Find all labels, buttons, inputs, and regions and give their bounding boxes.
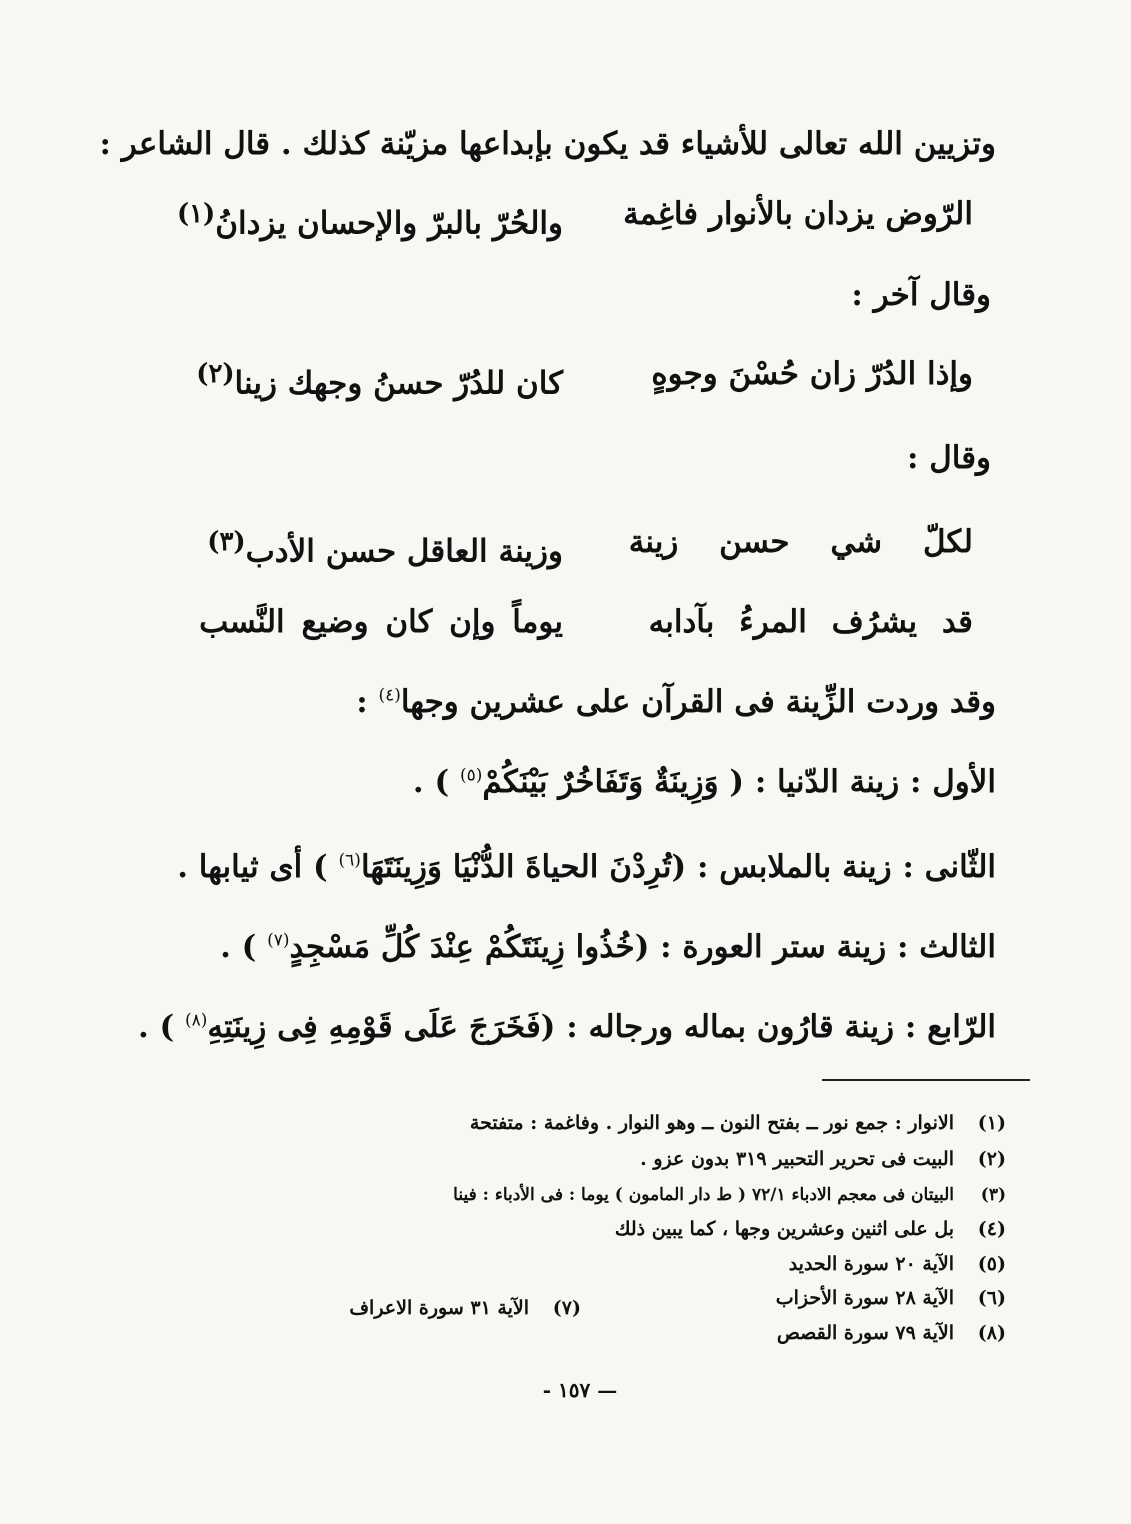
footnote-5 [789,1251,1006,1277]
body-text: الثّانى : زينة بالملابس : (تُرِدْنَ الحياةَ الدُّنْيَا وَزِينَتَهَا [360,849,996,885]
footnote-text: بل على اثنين وعشرين وجها ، كما يبين ذلك [614,1218,954,1240]
footnote-text: البيت فى تحرير التحبير ٣١٩ بدون عزو . [640,1148,954,1170]
footnote-1 [470,1110,1006,1136]
footnote-ref: (٧) [267,930,290,951]
body-text: ) . [220,929,268,965]
footnote-number: (٨) [977,1322,1006,1344]
verse-4-first-hemistich: قد يشرُف المرءُ بآدابه [648,604,973,640]
body-text: وقد وردت الزِّينة فى القرآن على عشرين وجها [400,684,996,720]
body-line-12 [138,1005,996,1049]
body-text: ) أى ثيابها . [177,849,339,885]
body-text: وقال آخر : [851,277,991,313]
footnote-separator [822,1079,1030,1081]
verse-text: كان للدُرّ حسنُ وجهك زينا [234,365,563,402]
footnote-text: الآية ٢٨ سورة الأحزاب [775,1287,954,1309]
verse-1-first-hemistich: الرّوض يزدان بالأنوار فاغِمة [623,196,973,232]
verse-2-first-hemistich: وإذا الدُرّ زان حُسْنَ وجوهٍ [651,356,973,392]
page-number-text: ١٥٧ [558,1378,591,1402]
body-text: الرّابع : زينة قارُون بماله ورجاله : (فَخَرَجَ عَلَى قَوْمِهِ فِى زِينَتِهِ [207,1009,996,1045]
footnote-text: الآية ٧٩ سورة القصص [776,1322,954,1344]
footnote-8 [777,1320,1006,1346]
footnote-ref: (٨) [185,1010,208,1031]
body-text: وقال : [907,440,991,476]
footnote-text: الآية ٢٠ سورة الحديد [788,1253,954,1275]
footnote-number: (٦) [977,1287,1006,1309]
footnote-number: (٣) [980,1185,1006,1205]
page-number [540,1378,620,1402]
footnote-6 [776,1285,1006,1311]
footnote-text: البيتان فى معجم الادباء ٧٢/١ ( ط دار المامون ) يوما : فى الأدباء : فينا [453,1185,954,1205]
verse-3 [0,520,1131,570]
page-number-dash-left: - [542,1378,559,1402]
body-line-5 [907,436,991,480]
footnote-2 [640,1146,1006,1172]
verse-2 [0,352,1131,402]
footnote-ref: (٣) [207,527,246,557]
body-text: الثالث : زينة ستر العورة : (خُذُوا زِينَتَكُمْ عِنْدَ كُلِّ مَسْجِدٍ [289,929,996,965]
body-line-3 [851,273,991,317]
verse-text: وزينة العاقل حسن الأدب [245,533,563,570]
body-text: ) . [137,1009,185,1045]
footnote-number: (٥) [977,1253,1006,1275]
footnote-text: الانوار : جمع نور ــ بفتح النون ــ وهو النوار . وفاغمة : متفتحة [469,1112,954,1134]
body-text: : [356,684,379,720]
footnote-number: (٢) [977,1148,1006,1170]
footnote-number: (٤) [977,1218,1006,1240]
footnote-ref: (٤) [378,685,401,706]
verse-1 [0,192,1131,242]
verse-2-second-hemistich [196,352,563,405]
page-number-dash-right: — [590,1378,618,1402]
body-text: وتزيين الله تعالى للأشياء قد يكون بإبداعها مزيّنة كذلك . قال الشاعر : [99,126,996,162]
footnote-number: (٧) [552,1297,581,1319]
body-text: الأول : زينة الدّنيا : ( وَزِينَةٌ وَتَفَاخُرٌ بَيْنَكُمْ [482,764,996,800]
body-line-9 [413,760,996,804]
verse-1-second-hemistich [177,192,563,245]
verse-3-first-hemistich: لكلّ شي حسن زينة [628,524,973,560]
body-line-10 [177,845,996,889]
footnote-text: الآية ٣١ سورة الاعراف [349,1297,529,1319]
footnote-ref: (١) [176,199,216,229]
footnote-number: (١) [977,1112,1006,1134]
footnote-ref: (٥) [459,765,483,786]
verse-text: والحُرّ بالبرّ والإحسان يزدانُ [215,205,563,242]
body-text: ) . [412,764,460,800]
footnote-7 [349,1295,581,1321]
body-line-1 [100,122,996,166]
body-line-11 [220,925,996,969]
verse-4-second-hemistich: يوماً وإن كان وضيع النَّسب [199,604,563,640]
footnote-4 [615,1216,1006,1242]
footnote-3 [453,1182,1006,1208]
footnote-ref: (٢) [196,359,235,389]
verse-4 [0,600,1131,644]
body-line-8 [356,680,996,724]
verse-3-second-hemistich [207,520,563,573]
footnote-ref: (٦) [338,850,361,871]
